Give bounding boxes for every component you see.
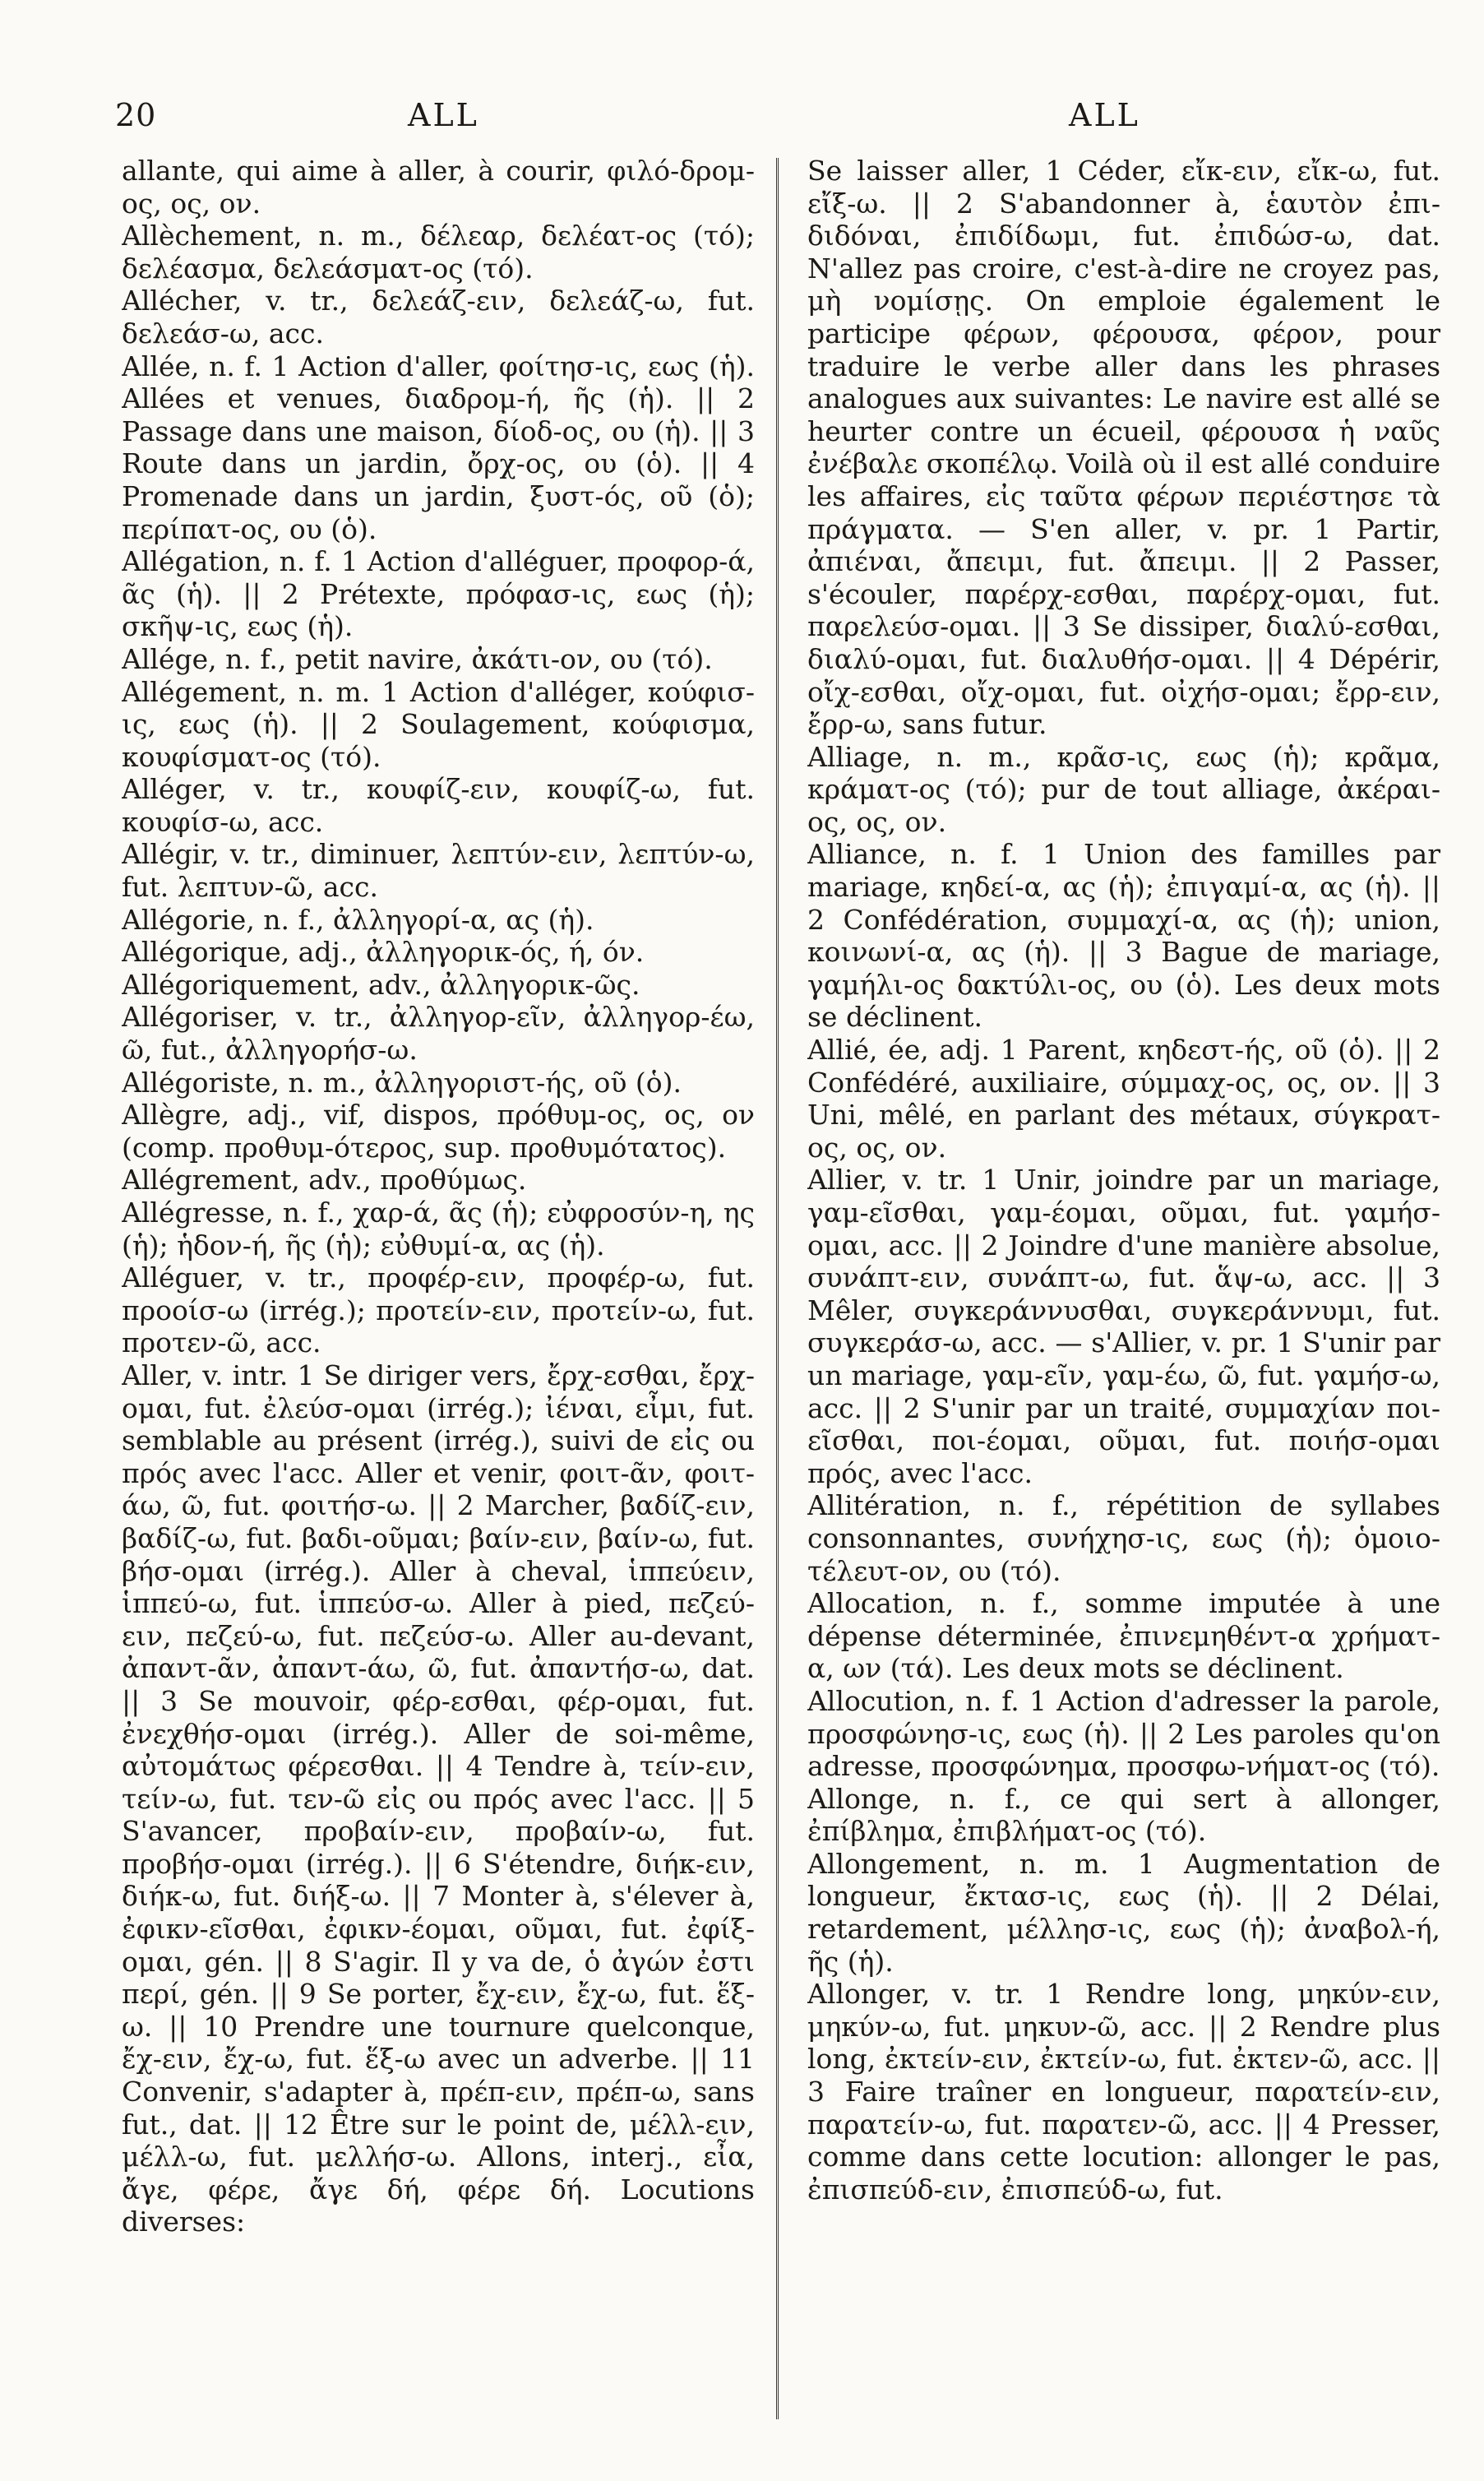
entry-allegoriquement: Allégoriquement, adv., ἀλληγορικ-ῶς. xyxy=(122,968,640,1001)
entry-allocution: Allocution, n. f. 1 Action d'adresser la parole, προσφώνησ-ις, εως (ἡ). || 2 Les paroles qu'on adresse, προσφώνημα, προσφω-νήματ-ος (τό). xyxy=(807,1684,1440,1783)
entry-allegoriste: Allégoriste, n. m., ἀλληγοριστ-ής, οῦ (ὁ). xyxy=(122,1066,682,1099)
entry-alliage: Alliage, n. m., κρᾶσ-ις, εως (ἡ); κρᾶμα, κράματ-ος (τό); pur de tout alliage, ἀκέραι-ος, ος, ον. xyxy=(807,740,1440,838)
entry-allecher: Allécher, v. tr., δελεάζ-ειν, δελεάζ-ω, fut. δελεάσ-ω, acc. xyxy=(122,285,755,349)
entry-allegoriser: Allégoriser, v. tr., ἀλληγορ-εῖν, ἀλληγορ-έω, ῶ, fut., ἀλληγορήσ-ω. xyxy=(122,1001,755,1067)
entry-allee: Allée, n. f. 1 Action d'aller, φοίτησ-ις, εως (ἡ). Allées et venues, διαδρομ-ή, ῆς (ἡ). || 2 Passage dans une maison, δίοδ-ος, ου (ἡ). || 3 Route dans un jardin, ὄρχ-ος, ου (ὁ). || 4 Promenade dans un jardin, ξυστ-ός, οῦ (ὁ); περίπατ-ος, ου (ὁ). xyxy=(122,349,755,545)
entry-allegement: Allégement, n. m. 1 Action d'alléger, κούφισ-ις, εως (ἡ). || 2 Soulagement, κούφισμα, κουφίσματ-ος (τό). xyxy=(122,675,755,773)
entry-aller-continued: Se laisser aller, 1 Céder, εἴκ-ειν, εἴκ-ω, fut. εἴξ-ω. || 2 S'abandonner à, ἑαυτὸν ἐπι-διδόναι, ἐπιδίδωμι, fut. ἐπιδώσ-ω, dat. N'allez pas croire, c'est-à-dire ne croyez pas, μὴ νομίσῃς. On emploie également le participe φέρων, φέρουσα, φέρον, pour traduire le verbe aller dans les phrases analogues aux suivantes: Le navire est allé se heurter contre un écueil, φέρουσα ἡ ναῦς ἐνέβαλε σκοπέλῳ. Voilà où il est allé conduire les affaires, εἰς ταῦτα φέρων περιέστησε τὰ πράγματα. — S'en aller, v. pr. 1 Partir, ἀπιέναι, ἄπειμι, fut. ἄπειμι. || 2 Passer, s'écouler, παρέρχ-εσθαι, παρέρχ-ομαι, fut. παρελεύσ-ομαι. || 3 Se dissiper, διαλύ-εσθαι, διαλύ-ομαι, fut. διαλυθήσ-ομαι. || 4 Dépérir, οἴχ-εσθαι, οἴχ-ομαι, fut. οἰχήσ-ομαι; ἔρρ-ειν, ἔρρ-ω, sans futur. xyxy=(807,155,1440,741)
column-divider xyxy=(776,158,779,2419)
entry-allege: Allége, n. f., petit navire, ἀκάτι-ον, ου (τό). xyxy=(122,642,713,675)
entry-allegorie: Allégorie, n. f., ἀλληγορί-α, ας (ἡ). xyxy=(122,903,594,936)
page-number: 20 xyxy=(115,97,157,133)
entry-alliteration: Allitération, n. f., répétition de syllabes consonnantes, συνήχησ-ις, εως (ἡ); ὁμοιο-τέλευτ-ον, ου (τό). xyxy=(807,1489,1440,1587)
entry-allegir: Allégir, v. tr., diminuer, λεπτύν-ειν, λεπτύν-ω, fut. λεπτυν-ῶ, acc. xyxy=(122,838,755,904)
entry-allegation: Allégation, n. f. 1 Action d'alléguer, προφορ-ά, ᾶς (ἡ). || 2 Prétexte, πρόφασ-ις, εως (ἡ); σκῆψ-ις, εως (ἡ). xyxy=(122,545,755,643)
running-head-left: ALL xyxy=(408,97,479,133)
entry-allegresse: Allégresse, n. f., χαρ-ά, ᾶς (ἡ); εὐφροσύν-η, ης (ἡ); ἡδον-ή, ῆς (ἡ); εὐθυμί-α, ας (ἡ). xyxy=(122,1197,755,1261)
entry-allechement: Allèchement, n. m., δέλεαρ, δελέατ-ος (τό); δελέασμα, δελεάσματ-ος (τό). xyxy=(122,220,755,285)
entry-allie: Allié, ée, adj. 1 Parent, κηδεστ-ής, οῦ (ὁ). || 2 Confédéré, auxiliaire, σύμμαχ-ος, ος, ον. || 3 Uni, mêlé, en parlant des métaux, σύγκρατ-ος, ος, ον. xyxy=(807,1034,1440,1164)
entry-allegre: Allègre, adj., vif, dispos, πρόθυμ-ος, ος, ον (comp. προθυμ-ότερος, sup. προθυμότατος). xyxy=(122,1099,755,1164)
entry-aller: Aller, v. intr. 1 Se diriger vers, ἔρχ-εσθαι, ἔρχ-ομαι, fut. ἐλεύσ-ομαι (irrég.); ἰέναι, εἶμι, fut. semblable au présent (irrég.), suivi de εἰς ou πρός avec l'acc. Aller et venir, φοιτ-ᾶν, φοιτ-άω, ῶ, fut. φοιτήσ-ω. || 2 Marcher, βαδίζ-ειν, βαδίζ-ω, fut. βαδι-οῦμαι; βαίν-ειν, βαίν-ω, fut. βήσ-ομαι (irrég.). Aller à cheval, ἱππεύειν, ἱππεύ-ω, fut. ἱππεύσ-ω. Aller à pied, πεζεύ-ειν, πεζεύ-ω, fut. πεζεύσ-ω. Aller au-devant, ἀπαντ-ᾶν, ἀπαντ-άω, ῶ, fut. ἀπαντήσ-ω, dat. || 3 Se mouvoir, φέρ-εσθαι, φέρ-ομαι, fut. ἐνεχθήσ-ομαι (irrég.). Aller de soi-même, αὐτομάτως φέρεσθαι. || 4 Tendre à, τείν-ειν, τείν-ω, fut. τεν-ῶ εἰς ou πρός avec l'acc. || 5 S'avancer, προβαίν-ειν, προβαίν-ω, fut. προβήσ-ομαι (irrég.). || 6 S'étendre, διήκ-ειν, διήκ-ω, fut. διήξ-ω. || 7 Monter à, s'élever à, ἐφικν-εῖσθαι, ἐφικν-έομαι, οῦμαι, fut. ἐφίξ-ομαι, gén. || 8 S'agir. Il y va de, ὁ ἀγών ἐστι περί, gén. || 9 Se porter, ἔχ-ειν, ἔχ-ω, fut. ἕξ-ω. || 10 Prendre une tournure quelconque, ἔχ-ειν, ἔχ-ω, fut. ἕξ-ω avec un adverbe. || 11 Convenir, s'adapter à, πρέπ-ειν, πρέπ-ω, sans fut., dat. || 12 Être sur le point de, μέλλ-ειν, μέλλ-ω, fut. μελλήσ-ω. Allons, interj., εἶα, ἄγε, φέρε, ἄγε δή, φέρε δή. Locutions diverses: xyxy=(122,1359,755,2238)
entry-allocation: Allocation, n. f., somme imputée à une dépense déterminée, ἐπινεμηθέντ-α χρήματ-α, ων (τά). Les deux mots se déclinent. xyxy=(807,1587,1440,1685)
entry-allongement: Allongement, n. m. 1 Augmentation de longueur, ἔκτασ-ις, εως (ἡ). || 2 Délai, retardement, μέλλησ-ις, εως (ἡ); ἀναβολ-ή, ῆς (ἡ). xyxy=(807,1847,1440,1978)
page-header xyxy=(0,97,1484,146)
entry-allegrement: Allégrement, adv., προθύμως. xyxy=(122,1164,527,1197)
entry-alliance: Alliance, n. f. 1 Union des familles par mariage, κηδεί-α, ας (ἡ); ἐπιγαμί-α, ας (ἡ). || 2 Confédération, συμμαχί-α, ας (ἡ); union, κοινωνί-α, ας (ἡ). || 3 Bague de mariage, γαμήλι-ος δακτύλι-ος, ου (ὁ). Les deux mots se déclinent. xyxy=(807,838,1440,1034)
entry-allante: allante, qui aime à aller, à courir, φιλό-δρομ-ος, ος, ον. xyxy=(122,155,755,220)
running-head-right: ALL xyxy=(1069,97,1140,133)
right-column xyxy=(807,155,1440,2449)
entry-allonge: Allonge, n. f., ce qui sert à allonger, ἐπίβλημα, ἐπιβλήματ-ος (τό). xyxy=(807,1782,1440,1848)
entry-alleger: Alléger, v. tr., κουφίζ-ειν, κουφίζ-ω, fut. κουφίσ-ω, acc. xyxy=(122,773,755,838)
entry-alleguer: Alléguer, v. tr., προφέρ-ειν, προφέρ-ω, fut. προοίσ-ω (irrég.); προτείν-ειν, προτείν-ω, fut. προτεν-ῶ, acc. xyxy=(122,1261,755,1359)
entry-allier: Allier, v. tr. 1 Unir, joindre par un mariage, γαμ-εῖσθαι, γαμ-έομαι, οῦμαι, fut. γαμήσ-ομαι, acc. || 2 Joindre d'une manière absolue, συνάπτ-ειν, συνάπτ-ω, fut. ἅψ-ω, acc. || 3 Mêler, συγκεράννυσθαι, συγκεράννυμι, fut. συγκεράσ-ω, acc. — s'Allier, v. pr. 1 S'unir par un mariage, γαμ-εῖν, γαμ-έω, ῶ, fut. γαμήσ-ω, acc. || 2 S'unir par un traité, συμμαχίαν ποι-εῖσθαι, ποι-έομαι, οῦμαι, fut. ποιήσ-ομαι πρός, avec l'acc. xyxy=(807,1164,1440,1489)
entry-allonger: Allonger, v. tr. 1 Rendre long, μηκύν-ειν, μηκύν-ω, fut. μηκυν-ῶ, acc. || 2 Rendre plus long, ἐκτείν-ειν, ἐκτείν-ω, fut. ἐκτεν-ῶ, acc. || 3 Faire traîner en longueur, παρατείν-ειν, παρατείν-ω, fut. παρατεν-ῶ, acc. || 4 Presser, comme dans cette locution: allonger le pas, ἐπισπεύδ-ειν, ἐπισπεύδ-ω, fut. xyxy=(807,1978,1440,2206)
entry-allegorique: Allégorique, adj., ἀλληγορικ-ός, ή, όν. xyxy=(122,936,645,969)
left-column xyxy=(122,155,755,2449)
